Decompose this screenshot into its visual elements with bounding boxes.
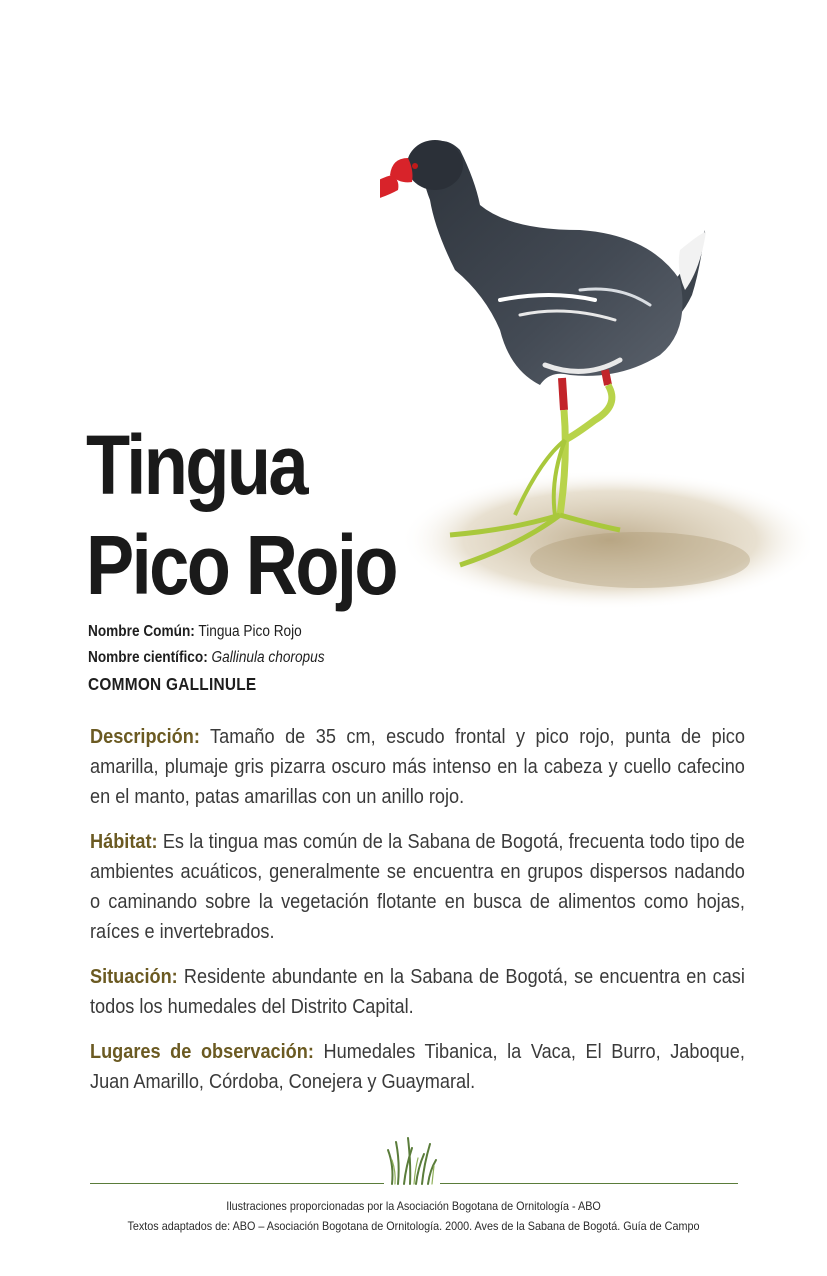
common-name-label: Nombre Común:	[88, 623, 195, 640]
bird-illustration	[380, 120, 810, 620]
situacion-label: Situación:	[90, 965, 178, 988]
common-name-row	[88, 619, 325, 645]
situacion-text: Residente abundante en la Sabana de Bogotá, se encuentra en casi todos los humedales del Distrito Capital.	[90, 965, 745, 1018]
scientific-name-row	[88, 645, 325, 671]
lugares-text: Humedales Tibanica, la Vaca, El Burro, Jaboque, Juan Amarillo, Córdoba, Conejera y Guaymaral.	[90, 1040, 745, 1093]
grass-icon	[384, 1136, 440, 1186]
common-name-value: Tingua Pico Rojo	[198, 623, 302, 640]
species-title-line-2: Pico Rojo	[86, 518, 396, 612]
habitat-text: Es la tingua mas común de la Sabana de Bogotá, frecuenta todo tipo de ambientes acuáticos, generalmente se encuentra en grupos dispersos nadando o caminando sobre la vegetación flotante en busca de alimentos como hojas, raíces e invertebrados.	[90, 830, 745, 943]
descripcion-label: Descripción:	[90, 725, 200, 748]
situacion-paragraph	[90, 962, 745, 1022]
text-source-credit: Textos adaptados de: ABO – Asociación Bogotana de Ornitología. 2000. Aves de la Sabana de Bogotá. Guía de Campo	[127, 1219, 700, 1233]
descripcion-text: Tamaño de 35 cm, escudo frontal y pico rojo, punta de pico amarilla, plumaje gris pizarra oscuro más intenso en la cabeza y cuello cafecino en el manto, patas amarillas con un anillo rojo.	[90, 725, 745, 808]
species-names	[88, 619, 325, 697]
lugares-paragraph	[90, 1037, 745, 1097]
scientific-name-label: Nombre científico:	[88, 649, 208, 666]
habitat-paragraph	[90, 827, 745, 947]
species-title-line-1: Tingua	[86, 418, 306, 512]
species-description	[90, 722, 745, 1112]
english-name: COMMON GALLINULE	[88, 674, 257, 694]
scientific-name-value: Gallinula choropus	[211, 649, 325, 666]
habitat-label: Hábitat:	[90, 830, 158, 853]
descripcion-paragraph	[90, 722, 745, 812]
illustration-credit: Ilustraciones proporcionadas por la Asociación Bogotana de Ornitología - ABO	[226, 1199, 601, 1213]
species-title	[86, 415, 396, 615]
lugares-label: Lugares de observación:	[90, 1040, 314, 1063]
credits-footer	[0, 1196, 827, 1236]
